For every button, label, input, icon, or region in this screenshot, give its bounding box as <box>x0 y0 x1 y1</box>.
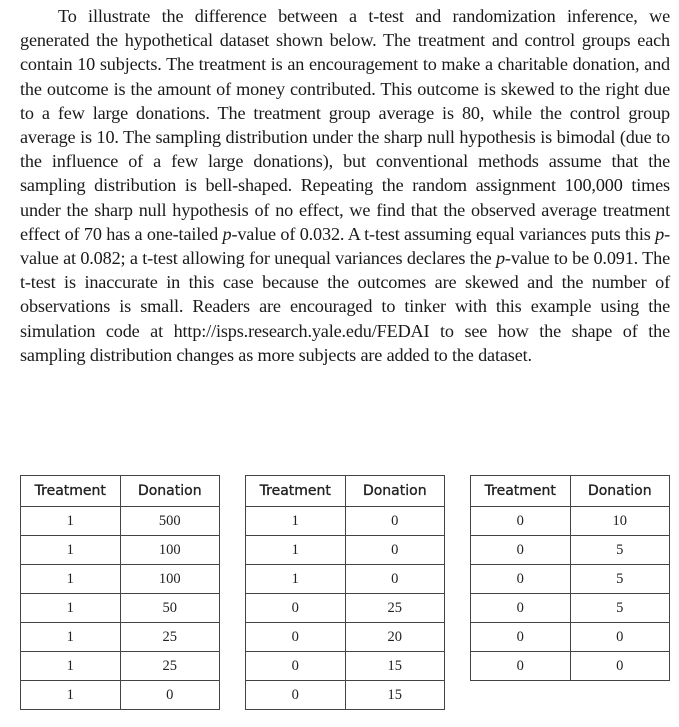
donation-cell: 100 <box>120 536 219 565</box>
treatment-cell: 1 <box>21 652 121 681</box>
donation-cell: 0 <box>345 507 444 536</box>
table-row <box>246 536 445 565</box>
donation-cell: 25 <box>345 594 444 623</box>
table-row <box>21 536 220 565</box>
table-row <box>246 594 445 623</box>
treatment-cell: 1 <box>21 594 121 623</box>
donation-cell: 5 <box>570 536 669 565</box>
donation-cell: 50 <box>120 594 219 623</box>
column-header-treatment: Treatment <box>21 476 121 507</box>
donation-cell: 20 <box>345 623 444 652</box>
table-row <box>21 681 220 710</box>
table-row <box>471 507 670 536</box>
column-header-donation: Donation <box>570 476 669 507</box>
treatment-cell: 0 <box>471 623 571 652</box>
donation-cell: 5 <box>570 565 669 594</box>
donation-cell: 25 <box>120 652 219 681</box>
donation-cell: 15 <box>345 681 444 710</box>
header-row <box>21 476 220 507</box>
table-row <box>246 652 445 681</box>
header-row <box>471 476 670 507</box>
text-segment: To illustrate the difference between a t-test and randomization inference, we generated the hypothetical dataset shown below. The treatment and control groups each contain 10 subjects. The treatment is an encouragement to make a charitable donation, and the outcome is the amount of money contributed. This outcome is skewed to the right due to a few large donations. The treatment group average is 80, while the control group average is 10. The sampling distribution under the sharp null hypothesis is bimodal (due to the influence of a few large donations), but conventional methods assume that the sampling distribution is bell-shaped. Repeating the random assignment 100,000 times under the sharp null hypothesis of no effect, we find that the observed average treatment effect of 70 has a one-tailed <box>20 6 670 244</box>
table-row <box>246 623 445 652</box>
table-row <box>21 565 220 594</box>
data-table-1 <box>20 475 220 710</box>
table-row <box>471 565 670 594</box>
table-row <box>246 565 445 594</box>
header-row <box>246 476 445 507</box>
treatment-cell: 1 <box>246 536 346 565</box>
treatment-cell: 1 <box>246 507 346 536</box>
donation-cell: 25 <box>120 623 219 652</box>
table-row <box>471 623 670 652</box>
donation-cell: 5 <box>570 594 669 623</box>
column-header-donation: Donation <box>345 476 444 507</box>
body-paragraph <box>20 4 670 367</box>
treatment-cell: 0 <box>246 594 346 623</box>
treatment-cell: 1 <box>21 623 121 652</box>
text-segment: -value to be 0.091. The t-test is inaccurate in this case because the outcomes are skewed and the number of observations is small. Readers are encouraged to tinker with this example using the simulation code at http://isps.research.yale.edu/FEDAI to see how the shape of the sampling distribution changes as more subjects are added to the dataset. <box>20 248 670 365</box>
table-row <box>21 623 220 652</box>
treatment-cell: 0 <box>471 594 571 623</box>
text-segment: -value of 0.032. A t-test assuming equal variances puts this <box>231 223 656 244</box>
treatment-cell: 0 <box>471 652 571 681</box>
column-header-treatment: Treatment <box>246 476 346 507</box>
table-row <box>21 507 220 536</box>
donation-cell: 15 <box>345 652 444 681</box>
treatment-cell: 0 <box>246 681 346 710</box>
donation-cell: 10 <box>570 507 669 536</box>
donation-cell: 100 <box>120 565 219 594</box>
treatment-cell: 1 <box>246 565 346 594</box>
table-row <box>471 536 670 565</box>
table-row <box>21 594 220 623</box>
treatment-cell: 0 <box>246 652 346 681</box>
treatment-cell: 1 <box>21 507 121 536</box>
italic-p: p <box>655 223 665 244</box>
table-row <box>471 652 670 681</box>
table-row <box>246 681 445 710</box>
treatment-cell: 0 <box>471 565 571 594</box>
donation-cell: 0 <box>345 536 444 565</box>
italic-p: p <box>222 223 232 244</box>
donation-cell: 0 <box>120 681 219 710</box>
treatment-cell: 1 <box>21 565 121 594</box>
donation-cell: 500 <box>120 507 219 536</box>
italic-p: p <box>495 248 505 269</box>
data-table-2 <box>245 475 445 710</box>
table-row <box>246 507 445 536</box>
data-table-3 <box>470 475 670 681</box>
column-header-treatment: Treatment <box>471 476 571 507</box>
text-segment: -value at 0.082; a t-test allowing for unequal variances declares the <box>20 223 670 269</box>
donation-cell: 0 <box>570 623 669 652</box>
treatment-cell: 0 <box>471 507 571 536</box>
treatment-cell: 0 <box>471 536 571 565</box>
donation-cell: 0 <box>570 652 669 681</box>
column-header-donation: Donation <box>120 476 219 507</box>
treatment-cell: 1 <box>21 536 121 565</box>
treatment-cell: 0 <box>246 623 346 652</box>
donation-cell: 0 <box>345 565 444 594</box>
table-row <box>471 594 670 623</box>
treatment-cell: 1 <box>21 681 121 710</box>
table-row <box>21 652 220 681</box>
